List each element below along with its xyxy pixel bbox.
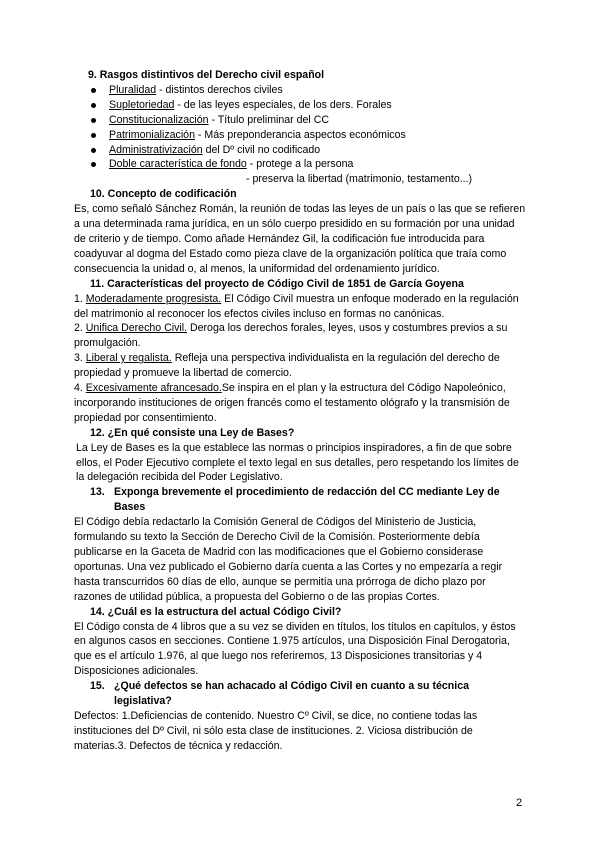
- page-number: 2: [516, 797, 523, 809]
- item-text: Se inspira en el plan y la estructura del Código Napoleónico, incorporando instituciones de origen francés como el testamento ológrafo y la transmisión de propiedad por consentimiento.: [74, 382, 510, 424]
- item-term: Doble característica de fondo: [109, 158, 247, 171]
- section-9-list: [74, 83, 526, 172]
- item-term: Unifica Derecho Civil.: [85, 322, 188, 335]
- list-item: [74, 113, 526, 128]
- section-11-item-4: 4. Excesivamente afrancesado.Se inspira en el plan y la estructura del Código Napoleónico, incorporando instituciones de origen francés como el testamento ológrafo y la transmisión de propiedad por consentimiento.: [74, 382, 510, 424]
- section-14-title: 14. ¿Cuál es la estructura del actual Código Civil?: [90, 605, 342, 618]
- list-item: [74, 157, 526, 172]
- item-term: Patrimonialización: [109, 128, 195, 141]
- section-13-text: El Código debía redactarlo la Comisión General de Códigos del Ministerio de Justicia, formulando su texto la Sección de Derecho Civil de la Comisión. Posteriormente debía publicarse en la Gaceta de Madrid con las modificaciones que el Gobierno considerase oportunas. Una vez publicado el Gobierno daría cuenta a las Cortes y no empezaría a regir hasta transcurridos 60 días de ello, aunque se permitía una prórroga de dicho plazo por razones de utilidad pública, a propuesta del Gobierno o de las propias Cortes.: [74, 516, 503, 603]
- item-term: Moderadamente progresista.: [85, 292, 222, 305]
- bullet-icon: [91, 103, 96, 108]
- section-11-item-1: 1. Moderadamente progresista. El Código Civil muestra un enfoque moderado en la regulación del matrimonio al reconocer los efectos civiles incluso en formas no canónicas.: [74, 292, 519, 320]
- list-item: [74, 128, 526, 143]
- section-12-title: 12. ¿En qué consiste una Ley de Bases?: [90, 426, 295, 439]
- item-text: - protege a la persona: [246, 158, 354, 171]
- document-page: [74, 68, 526, 754]
- item-term: Administrativización: [109, 143, 203, 156]
- bullet-icon: [91, 162, 96, 167]
- list-item: [74, 143, 526, 158]
- item-text: El Código Civil muestra un enfoque moderado en la regulación del matrimonio al reconocer los efectos civiles incluso en formas no canónicas.: [74, 292, 519, 320]
- section-11-item-3: 3. Liberal y regalista. Refleja una perspectiva individualista en la regulación del derecho de propiedad y promueve la libertad de comercio.: [74, 352, 500, 380]
- item-term: Pluralidad: [109, 83, 157, 96]
- item-text: - de las leyes especiales, de los ders. Forales: [174, 98, 392, 111]
- list-item: [74, 83, 526, 98]
- item-term: Liberal y regalista.: [85, 352, 172, 365]
- section-11-title: 11. Características del proyecto de Código Civil de 1851 de García Goyena: [90, 277, 464, 290]
- bullet-icon: [91, 118, 96, 123]
- section-12-text: La Ley de Bases es la que establece las normas o principios inspiradores, a fin de que sobre ellos, el Poder Ejecutivo complete el texto legal en sus detalles, pero respetando los límites de la delegación recibida del Poder Legislativo.: [76, 441, 519, 484]
- section-15-text: Defectos: 1.Deficiencias de contenido. Nuestro Cº Civil, se dice, no contiene todas las instituciones del Dº Civil, ni sólo esta clase de instituciones. 2. Viciosa distribución de materias.3. Defectos de técnica y redacción.: [74, 709, 478, 752]
- item-text: Deroga los derechos forales, leyes, usos y costumbres previos a su promulgación.: [74, 322, 508, 350]
- bullet-icon: [91, 88, 96, 93]
- list-continuation: - preserva la libertad (matrimonio, testamento...): [246, 173, 473, 186]
- item-text: - Más preponderancia aspectos económicos: [194, 128, 406, 141]
- section-10-title: 10. Concepto de codificación: [90, 188, 237, 201]
- item-text: - Título preliminar del CC: [208, 113, 330, 126]
- bullet-icon: [91, 133, 96, 138]
- item-term: Excesivamente afrancesado.: [85, 382, 222, 395]
- item-term: Supletoriedad: [109, 98, 175, 111]
- item-term: Constitucionalización: [109, 113, 209, 126]
- section-15-title: 15. ¿Qué defectos se han achacado al Código Civil en cuanto a su técnica legislativa?: [90, 680, 469, 708]
- list-item: [74, 98, 526, 113]
- bullet-icon: [91, 148, 96, 153]
- item-text: del Dº civil no codificado: [202, 143, 321, 156]
- item-text: Refleja una perspectiva individualista en la regulación del derecho de propiedad y promueve la libertad de comercio.: [74, 352, 500, 380]
- section-10-text: Es, como señaló Sánchez Román, la reunión de todas las leyes de un país o las que se refieren a una determinada rama jurídica, en un sólo cuerpo presidido en su formación por una unidad de criterio y de tiempo. Como añade Hernández Gil, la codificación fue introducida para coadyuvar al dogma del Estado como pieza clave de la organización política que traía como consecuencia la unidad o, al menos, la uniformidad del ordenamiento jurídico.: [74, 203, 526, 275]
- section-11-item-2: 2. Unifica Derecho Civil. Deroga los derechos forales, leyes, usos y costumbres previos a su promulgación.: [74, 322, 508, 350]
- item-text: - distintos derechos civiles: [156, 83, 283, 96]
- section-9-title: 9. Rasgos distintivos del Derecho civil español: [88, 69, 325, 81]
- section-14-text: El Código consta de 4 libros que a su vez se dividen en títulos, los títulos en capítulos, y éstos en algunos casos en secciones. Contiene 1.975 artículos, una Disposición Final Derogatoria, que es el artículo 1.976, al que luego nos referiremos, 13 Disposiciones transitorias y 4 Disposiciones adicionales.: [74, 620, 516, 678]
- section-13-title: 13. Exponga brevemente el procedimiento de redacción del CC mediante Ley de Bases: [90, 486, 500, 514]
